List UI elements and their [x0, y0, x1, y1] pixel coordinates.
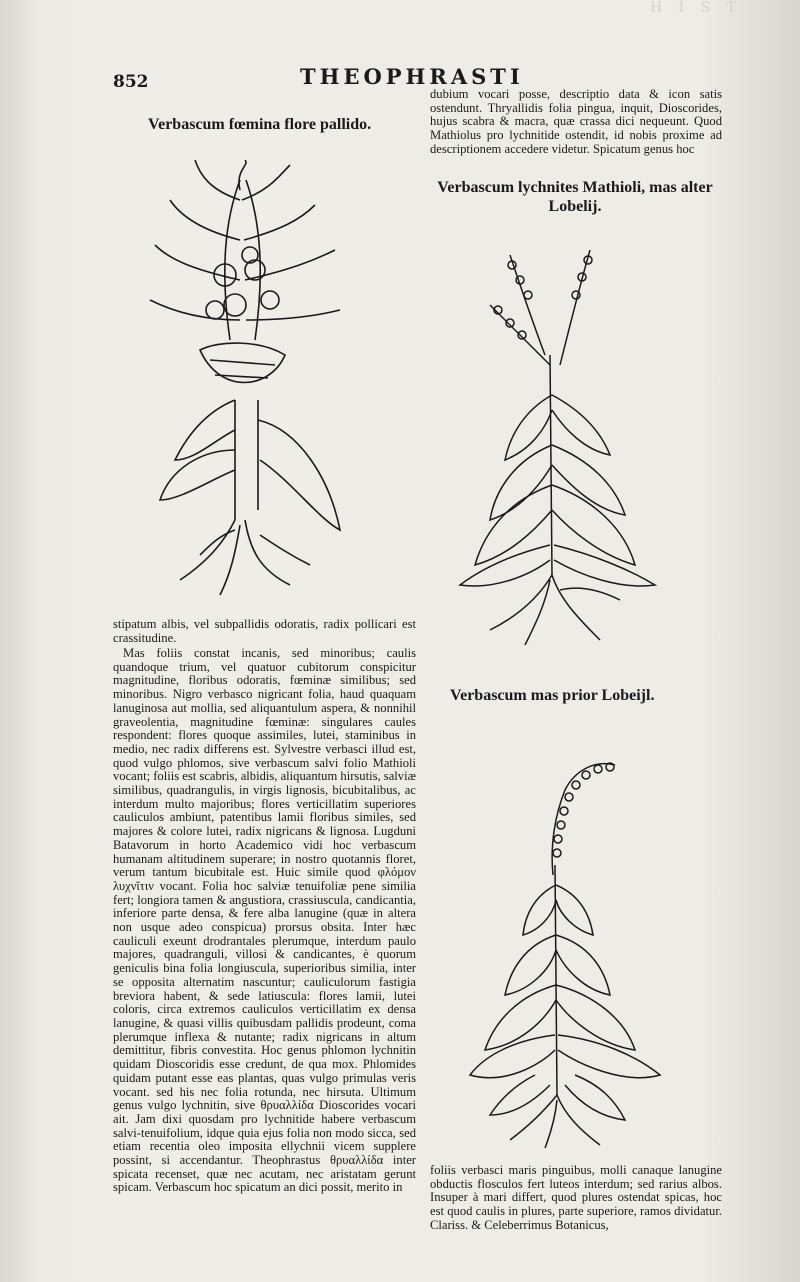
text-left-top: stipatum albis, vel subpallidis odoratis, radix pollicari est crassitudine. — [113, 617, 416, 645]
page-number: 852 — [113, 72, 149, 92]
text-right-top: dubium vocari posse, descriptio data & icon satis ostendunt. Thryallidis folia pingua, inquit, Dioscorides, hujus scabra & macra, quæ crassa dici nequeunt. Quod Mathiolus pro lychnitide ostendit, id nobis proxime ad descriptionem accedere videtur. Spicatum genus hoc — [430, 87, 722, 156]
verbascum-foemina-woodcut — [140, 160, 345, 600]
show-through-text: H I S T — [650, 0, 743, 16]
caption-verbascum-mas-prior: Verbascum mas prior Lobeijl. — [450, 687, 655, 704]
text-left-main: Mas foliis constat incanis, sed minoribus; caulis quandoque trium, vel quatuor cubitorum conspicitur magnitudine, floribus odoratis, fœminæ similibus; sed minoribus. Nigro verbasco nigricant folia, haud quaquam lanuginosa aut mollia, sed aliquantulum aspera, & nonnihil graveolentia, magnitudine fœminæ: singulares caules respondent: flores quoque assimiles, lutei, staminibus in medio, nec radix differens est. Sylvestre verbasci illud est, quod vulgo phlomos, sive verbascum salvi folio Mathioli vocant; foliis est scabris, albidis, aliquantum hirsutis, salviæ similibus, quadrangulis, in virgis lignosis, bicubitalibus, ac interdum multo majoribus; flores verticillatim superiores cauliculos ambiunt, patentibus lamii floribus similes, sed majores & colore lutei, radix nigricans & lignosa. Lugduni Batavorum in horto Academico vidi hoc verbascum humanam altitudinem superare; in nostro quotannis floret, verum tantum bicubitale est. Huic simile quod φλόμον λυχνῖτιν vocant. Folia hoc salviæ tenuifoliæ pene similia fert; longiora tamen & angustiora, crassiuscula, candicantia, inferiore parte densa, & fere alba lanugine (quæ in altera non usque adeo conspicua) prorsus obsita. Inter hæc cauliculi exeunt drodrantales plerumque, interdum paulo majores, quadranguli, villosi & candicantes, è quorum geniculis bina folia longiuscula, superioribus similia, inter se opposita alternatim nascuntur; cauliculorum fastigia breviora habent, & sede latiuscula: flores lamii, lutei coloris, circa extremos cauliculos verticillatim ex densa lanugine, & quasi villis quibusdam pallidis prodeunt, coma plerumque inflexa & nutante; radix nigricans in altum demittitur, fibris convestita. Hoc genus phlomon lychnitin quidam Dioscoridis esse credunt, de qua mox. Phlomides quidam putant esse eas plantas, quas vulgo primulas veris vocant. sed his nec folia rotunda, nec hirsuta. Ultimum genus vulgo lychnitin, sive θρυαλλίδα Dioscorides vocari ait. Jam dixi quosdam pro lychnitide habere verbascum salvi-tenuifolium, idque quia ejus folia non modo sicca, sed etiam recentia oleo imposita ellychnii vicem supplere possint, si accendantur. Theophrastus θρυαλλίδα inter spicata recenset, quæ nec acutam, nec aristatam gerunt spicam. Verbascum hoc spicatum an dici possit, merito in — [113, 646, 416, 1195]
verbascum-lychnites-woodcut — [450, 245, 665, 650]
verbascum-mas-prior-woodcut — [465, 755, 665, 1150]
caption-verbascum-lychnites: Verbascum lychnites Mathioli, mas alter Lobelij. — [437, 179, 713, 215]
running-head: THEOPHRASTI — [300, 64, 524, 89]
caption-verbascum-foemina: Verbascum fœmina flore pallido. — [148, 116, 372, 133]
text-right-bottom: foliis verbasci maris pinguibus, molli canaque lanugine obductis flosculos fert luteos interdum; sed rarius albos. Insuper à mari differt, quod plures ostendat spicas, hoc est quod caulis in plures, parte superiore, ramos dividatur. Clariss. & Celeberrimus Botanicus, — [430, 1163, 722, 1232]
